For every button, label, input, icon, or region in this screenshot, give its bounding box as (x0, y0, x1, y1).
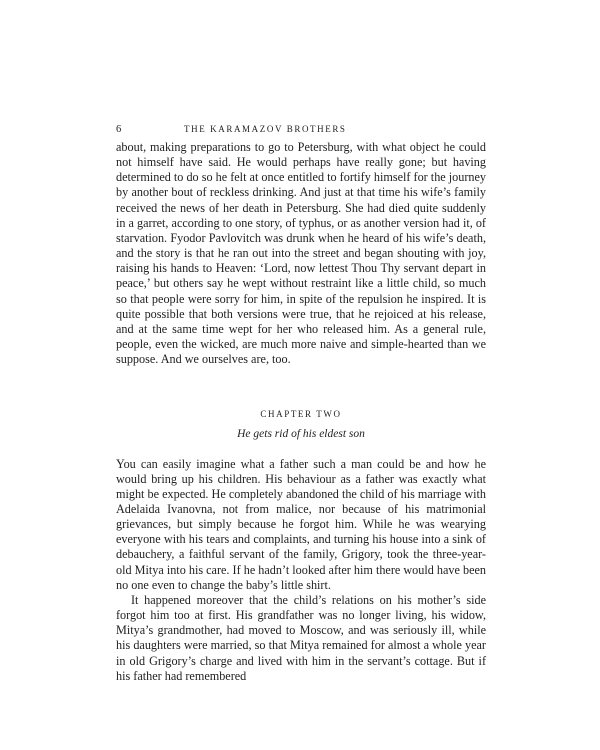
running-head (116, 124, 486, 138)
book-page (116, 124, 486, 684)
paragraph-1: about, making preparations to go to Petersburg, with what object he could not himself have said. He would perhaps have really gone; but having determined to do so he felt at once entitled to fortify himself for the journey by another bout of reckless drinking. And just at that time his wife’s family received the news of her death in Petersburg. She had died quite suddenly in a garret, according to one story, of typhus, or as another version had it, of starvation. Fyodor Pavlovitch was drunk when he heard of his wife’s death, and the story is that he ran out into the street and began shouting with joy, raising his hands to Heaven: ‘Lord, now lettest Thou Thy servant depart in peace,’ but others say he wept without restraint like a little child, so much so that people were sorry for him, in spite of the repulsion he inspired. It is quite possible that both versions were true, that he rejoiced at his release, and at the same time wept for her who released him. As a general rule, people, even the wicked, are much more naive and simple-hearted than we suppose. And we ourselves are, too. (116, 140, 486, 367)
chapter-heading: CHAPTER TWO (260, 409, 342, 420)
body-text (116, 140, 486, 684)
paragraph-3: It happened moreover that the child’s relations on his mother’s side forgot him too at first. His grandfather was no longer living, his widow, Mitya’s grandmother, had moved to Moscow, and was seriously ill, while his daughters were married, so that Mitya remained for almost a whole year in old Grigory’s charge and lived with him in the servant’s cottage. But if his father had remembered (116, 592, 486, 683)
paragraph-2: You can easily imagine what a father such a man could be and how he would bring up his children. His behaviour as a father was exactly what might be expected. He completely abandoned the child of his marriage with Adelaida Ivanovna, not from malice, nor because of his matrimonial grievances, but simply because he forgot him. While he was wearying everyone with his tears and complaints, and turning his house into a sink of debauchery, a faithful servant of the family, Grigory, took the three-year-old Mitya into his care. If he hadn’t looked after him there would have been no one even to change the baby’s little shirt. (116, 456, 486, 592)
running-title: THE KARAMAZOV BROTHERS (184, 124, 347, 134)
page-number: 6 (116, 124, 122, 135)
chapter-subtitle: He gets rid of his eldest son (237, 428, 365, 441)
